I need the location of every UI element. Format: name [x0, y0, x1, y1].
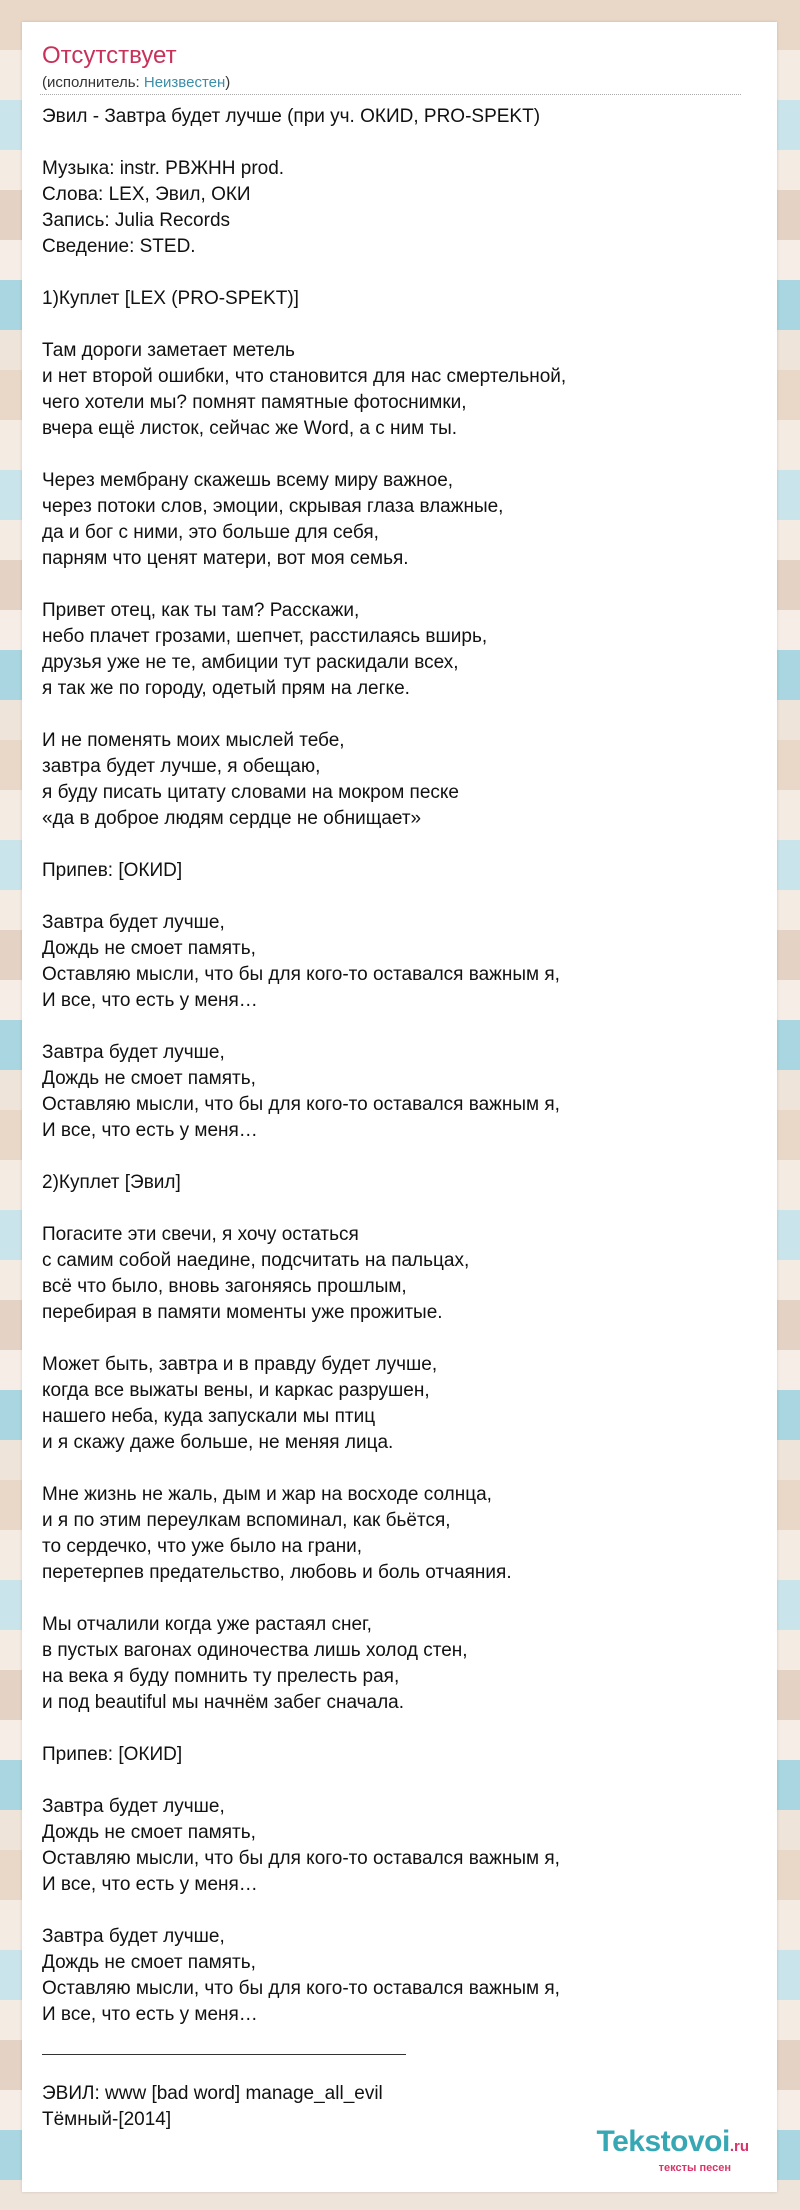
credits-block	[42, 156, 752, 260]
lyric-line: Оставляю мысли, что бы для кого-то оставался важным я,	[42, 1978, 560, 1999]
stanza	[42, 1040, 752, 1144]
lyric-line: и я по этим переулкам вспоминал, как бьётся,	[42, 1510, 451, 1531]
lyric-line: Сведение: STED.	[42, 236, 196, 257]
stanza	[42, 598, 752, 702]
lyric-line: и под beautiful мы начнём забег сначала.	[42, 1692, 405, 1713]
lyric-line: перебирая в памяти моменты уже прожитые.	[42, 1302, 443, 1323]
lyric-line: И все, что есть у меня…	[42, 1874, 258, 1895]
lyric-line: в пустых вагонах одиночества лишь холод стен,	[42, 1640, 468, 1661]
lyric-line: Музыка: instr. PBЖHH prod.	[42, 158, 285, 179]
lyric-line: когда все выжаты вены, и каркас разрушен,	[42, 1380, 430, 1401]
stanza	[42, 1612, 752, 1716]
lyric-line: и нет второй ошибки, что становится для нас смертельной,	[42, 366, 567, 387]
lyric-line: парням что ценят матери, вот моя семья.	[42, 548, 409, 569]
stanza	[42, 468, 752, 572]
lyric-line: всё что было, вновь загоняясь прошлым,	[42, 1276, 407, 1297]
lyric-line: Завтра будет лучше,	[42, 1796, 225, 1817]
lyric-line: Завтра будет лучше,	[42, 1042, 225, 1063]
song-heading-block	[42, 104, 752, 130]
lyric-line: Может быть, завтра и в правду будет лучше,	[42, 1354, 438, 1375]
lyric-line: Оставляю мысли, что бы для кого-то оставался важным я,	[42, 1848, 560, 1869]
stanza	[42, 1924, 752, 2028]
lyric-line: чего хотели мы? помнят памятные фотоснимки,	[42, 392, 467, 413]
dotted-divider	[40, 94, 741, 95]
lyrics-card	[22, 22, 777, 2192]
lyric-line: вчера ещё листок, сейчас же Word, а с ним ты.	[42, 418, 458, 439]
footer-divider	[42, 2054, 406, 2055]
lyric-line: Дождь не смоет память,	[42, 1952, 256, 1973]
lyrics-text	[42, 104, 752, 2133]
lyric-line: 2)Куплет [Эвил]	[42, 1172, 181, 1193]
lyric-line: Завтра будет лучше,	[42, 912, 225, 933]
lyric-line: я буду писать цитату словами на мокром песке	[42, 782, 459, 803]
song-heading: Эвил - Завтра будет лучше (при уч. ОКИD, PRO-SPEKT)	[42, 106, 541, 127]
stanza	[42, 728, 752, 832]
footer-line: Тёмный-[2014]	[42, 2109, 172, 2130]
lyric-line: Погасите эти свечи, я хочу остаться	[42, 1224, 359, 1245]
lyric-line: и я скажу даже больше, не меняя лица.	[42, 1432, 394, 1453]
stanza	[42, 1222, 752, 1326]
artist-suffix: )	[225, 74, 231, 91]
site-logo[interactable]	[597, 2127, 749, 2174]
logo-wordmark	[597, 2127, 749, 2162]
lyric-line: я так же по городу, одетый прям на легке.	[42, 678, 410, 699]
lyric-line: И все, что есть у меня…	[42, 1120, 258, 1141]
stanza	[42, 338, 752, 442]
artist-prefix: (исполнитель:	[42, 74, 144, 91]
stanza	[42, 1482, 752, 1586]
lyric-line: Завтра будет лучше,	[42, 1926, 225, 1947]
lyric-line: Через мембрану скажешь всему миру важное,	[42, 470, 454, 491]
lyric-line: с самим собой наедине, подсчитать на пальцах,	[42, 1250, 470, 1271]
lyric-line: Оставляю мысли, что бы для кого-то оставался важным я,	[42, 1094, 560, 1115]
lyric-line: Привет отец, как ты там? Расскажи,	[42, 600, 360, 621]
stanza	[42, 858, 752, 884]
lyric-line: И все, что есть у меня…	[42, 990, 258, 1011]
lyric-line: Припев: [ОКИD]	[42, 1744, 183, 1765]
stanza	[42, 1794, 752, 1898]
lyric-line: Там дороги заметает метель	[42, 340, 295, 361]
lyric-line: И не поменять моих мыслей тебе,	[42, 730, 345, 751]
lyric-line: нашего неба, куда запускали мы птиц	[42, 1406, 376, 1427]
lyric-line: Припев: [ОКИD]	[42, 860, 183, 881]
artist-line	[42, 74, 230, 91]
page-title: Отсутствует	[42, 42, 177, 69]
lyric-line: перетерпев предательство, любовь и боль отчаяния.	[42, 1562, 512, 1583]
stanza	[42, 910, 752, 1014]
lyric-line: Слова: LEX, Эвил, ОКИ	[42, 184, 251, 205]
stanza	[42, 1742, 752, 1768]
lyric-line: Дождь не смоет память,	[42, 1822, 256, 1843]
lyric-line: через потоки слов, эмоции, скрывая глаза влажные,	[42, 496, 504, 517]
lyric-line: завтра будет лучше, я обещаю,	[42, 756, 321, 777]
lyric-line: то сердечко, что уже было на грани,	[42, 1536, 363, 1557]
logo-tld: .ru	[729, 2138, 749, 2155]
lyric-line: 1)Куплет [LEX (PRO-SPEKT)]	[42, 288, 299, 309]
stanza	[42, 1352, 752, 1456]
lyric-line: Мы отчалили когда уже растаял снег,	[42, 1614, 372, 1635]
lyric-line: «да в доброе людям сердце не обнищает»	[42, 808, 422, 829]
stanza	[42, 1170, 752, 1196]
lyric-line: друзья уже не те, амбиции тут раскидали всех,	[42, 652, 459, 673]
lyric-line: И все, что есть у меня…	[42, 2004, 258, 2025]
lyric-line: Дождь не смоет память,	[42, 938, 256, 959]
lyric-line: да и бог с ними, это больше для себя,	[42, 522, 379, 543]
logo-name: Tekstovoi	[596, 2125, 730, 2158]
lyric-line: Мне жизнь не жаль, дым и жар на восходе солнца,	[42, 1484, 492, 1505]
lyric-line: на века я буду помнить ту прелесть рая,	[42, 1666, 400, 1687]
logo-tagline: тексты песен	[658, 2162, 731, 2174]
lyric-line: Оставляю мысли, что бы для кого-то оставался важным я,	[42, 964, 560, 985]
footer-line: ЭВИЛ: www [bad word] manage_all_evil	[42, 2083, 383, 2104]
lyric-line: Запись: Julia Records	[42, 210, 231, 231]
lyrics-blocks	[42, 286, 752, 2028]
artist-link[interactable]: Неизвестен	[143, 74, 226, 91]
lyric-line: Дождь не смоет память,	[42, 1068, 256, 1089]
stanza	[42, 286, 752, 312]
lyric-line: небо плачет грозами, шепчет, расстилаясь вширь,	[42, 626, 488, 647]
